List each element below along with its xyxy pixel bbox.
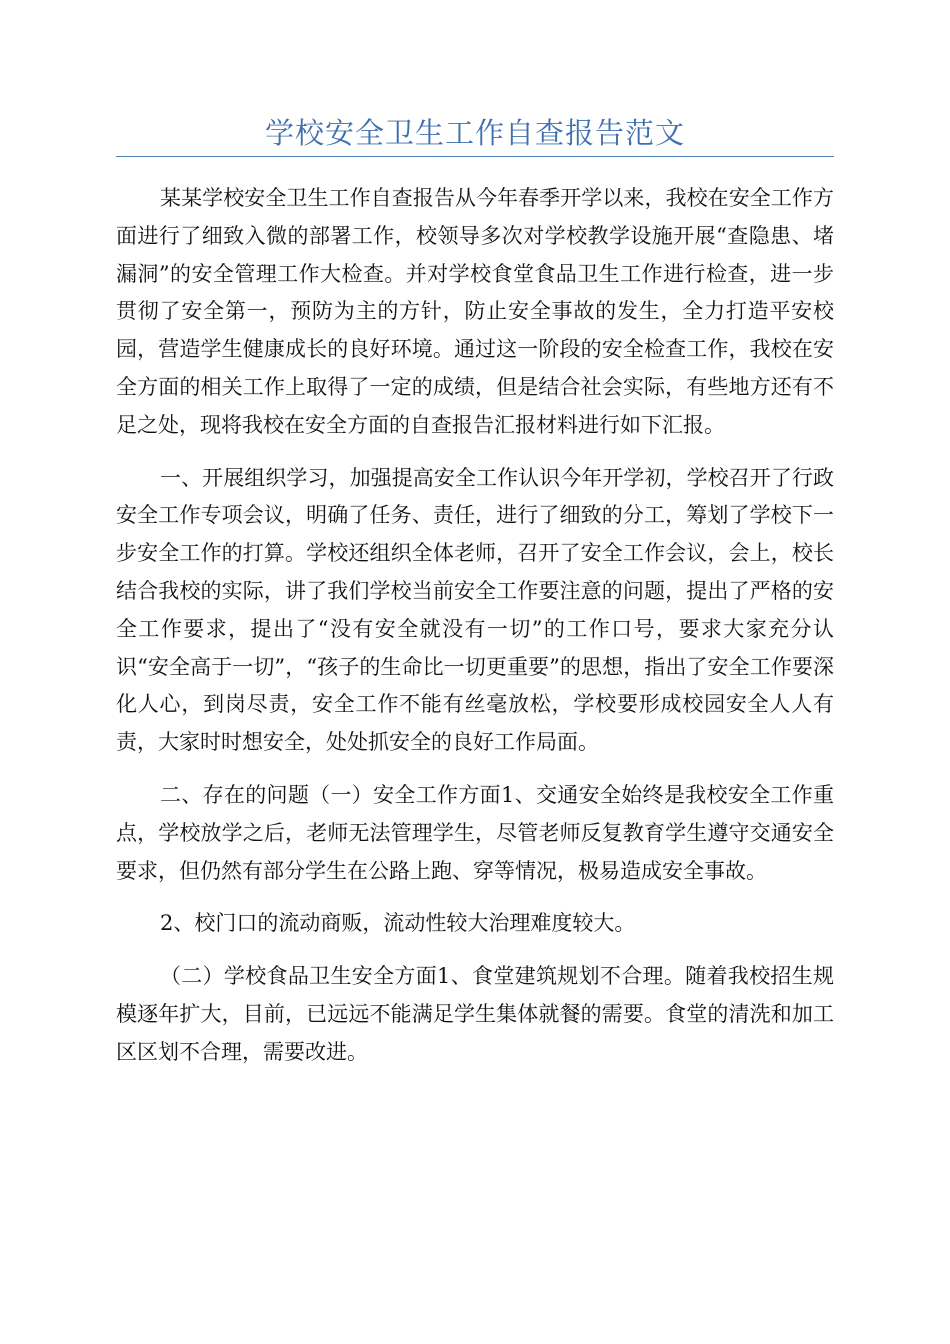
paragraph-section-two: 二、存在的问题（一）安全工作方面1、交通安全始终是我校安全工作重点，学校放学之后，老师无法管理学生，尽管老师反复教育学生遵守交通安全要求，但仍然有部分学生在公路上跑、穿等情况，极易造成安全事故。 (116, 782, 834, 883)
paragraph-section-one: 一、开展组织学习，加强提高安全工作认识今年开学初，学校召开了行政安全工作专项会议，明确了任务、责任，进行了细致的分工，筹划了学校下一步安全工作的打算。学校还组织全体老师，召开了安全工作会议，会上，校长结合我校的实际，讲了我们学校当前安全工作要注意的问题，提出了严格的安全工作要求，提出了“没有安全就没有一切”的工作口号，要求大家充分认识“安全高于一切”，“孩子的生命比一切更重要”的思想，指出了安全工作要深化人心，到岗尽责，安全工作不能有丝毫放松，学校要形成校园安全人人有责，大家时时想安全，处处抓安全的良好工作局面。 (116, 465, 834, 755)
paragraph-item-two: 2、校门口的流动商贩，流动性较大治理难度较大。 (160, 911, 636, 936)
paragraph-food-safety: （二）学校食品卫生安全方面1、食堂建筑规划不合理。随着我校招生规模逐年扩大，目前，已远远不能满足学生集体就餐的需要。食堂的清洗和加工区区划不合理，需要改进。 (116, 964, 834, 1064)
title-block (116, 110, 834, 157)
document-body (116, 180, 834, 1087)
document-title: 学校安全卫生工作自查报告范文 (264, 116, 685, 150)
paragraph-intro: 某某学校安全卫生工作自查报告从今年春季开学以来，我校在安全工作方面进行了细致入微的部署工作，校领导多次对学校教学设施开展“查隐患、堵漏洞”的安全管理工作大检查。并对学校食堂食品卫生工作进行检查，进一步贯彻了安全第一，预防为主的方针，防止安全事故的发生，全力打造平安校园，营造学生健康成长的良好环境。通过这一阶段的安全检查工作，我校在安全方面的相关工作上取得了一定的成绩，但是结合社会实际，有些地方还有不足之处，现将我校在安全方面的自查报告汇报材料进行如下汇报。 (116, 186, 834, 437)
